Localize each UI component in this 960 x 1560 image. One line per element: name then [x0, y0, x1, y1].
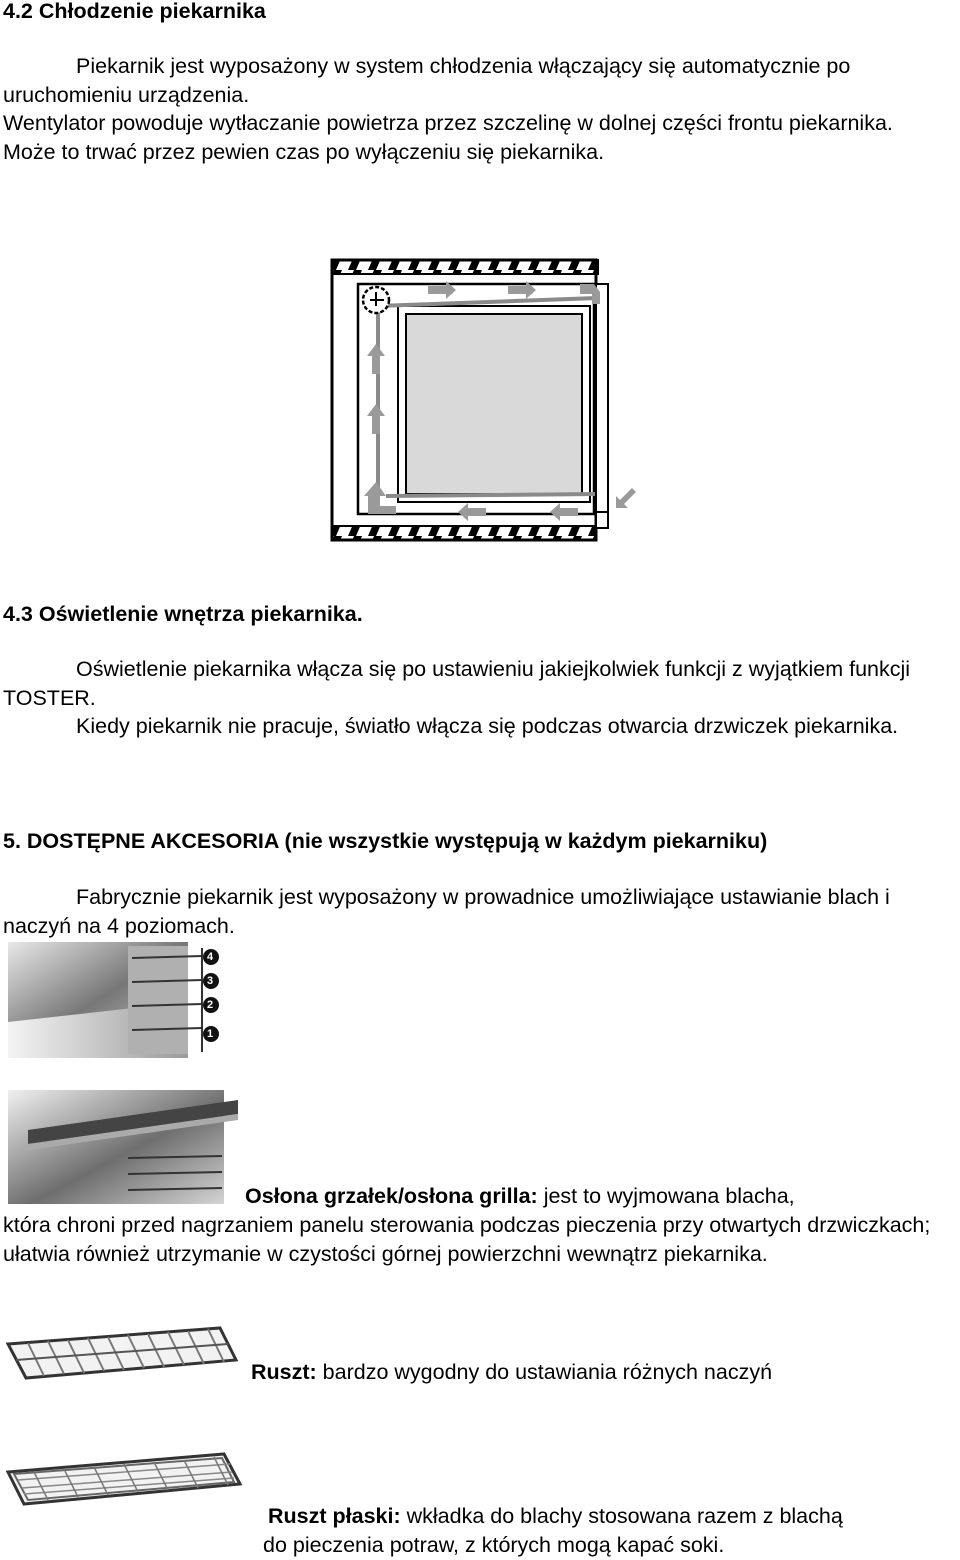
- grill-shield-image: [8, 1090, 242, 1204]
- section-5-paragraph-1: Fabrycznie piekarnik jest wyposażony w prowadnice umożliwiające ustawianie blach i naczyń na 4 poziomach.: [3, 885, 890, 938]
- level-label-1: 1: [206, 1028, 214, 1040]
- section-4-3-paragraph-2: Kiedy piekarnik nie pracuje, światło włącza się podczas otwarcia drzwiczek piekarnika.: [76, 714, 899, 738]
- rack-label: Ruszt:: [251, 1360, 317, 1384]
- flat-rack-line-1: Ruszt płaski: wkładka do blachy stosowana razem z blachą: [268, 1504, 843, 1528]
- flat-rack-label: Ruszt płaski:: [268, 1504, 401, 1528]
- grill-shield-label: Osłona grzałek/osłona grilla:: [245, 1184, 538, 1208]
- grill-shield-line-1: Osłona grzałek/osłona grilla: jest to wyjmowana blacha,: [245, 1184, 795, 1208]
- rack-line: Ruszt: bardzo wygodny do ustawiania różnych naczyń: [251, 1360, 773, 1384]
- section-4-2-paragraph-1: Piekarnik jest wyposażony w system chłodzenia włączający się automatycznie po uruchomieniu urządzenia.: [3, 54, 851, 107]
- section-4-2-heading: 4.2 Chłodzenie piekarnika: [3, 0, 266, 23]
- level-label-3: 3: [206, 975, 214, 987]
- section-4-3-heading: 4.3 Oświetlenie wnętrza piekarnika.: [3, 602, 363, 626]
- level-label-4: 4: [206, 951, 214, 963]
- flat-rack-image: [4, 1450, 244, 1506]
- oven-cooling-diagram: [328, 256, 640, 546]
- shelf-levels-image: [8, 942, 222, 1058]
- rack-image: [4, 1326, 240, 1380]
- section-4-3-paragraph-1: Oświetlenie piekarnika włącza się po ustawieniu jakiejkolwiek funkcji z wyjątkiem funkcji TOSTER.: [3, 657, 911, 710]
- level-label-2: 2: [206, 999, 214, 1011]
- section-4-2-paragraph-2: Wentylator powoduje wytłaczanie powietrza przez szczelinę w dolnej części frontu piekarnika. Może to trwać przez pewien czas po wyłączeniu się piekarnika.: [3, 111, 893, 164]
- grill-shield-description: która chroni przed nagrzaniem panelu sterowania podczas pieczenia przy otwartych drzwiczkach; ułatwia również utrzymanie w czystości górnej powierzchni wewnątrz piekarnika.: [3, 1213, 931, 1266]
- section-5-heading: 5. DOSTĘPNE AKCESORIA (nie wszystkie występują w każdym piekarniku): [3, 829, 768, 853]
- flat-rack-line-2: do pieczenia potraw, z których mogą kapać soki.: [263, 1533, 725, 1557]
